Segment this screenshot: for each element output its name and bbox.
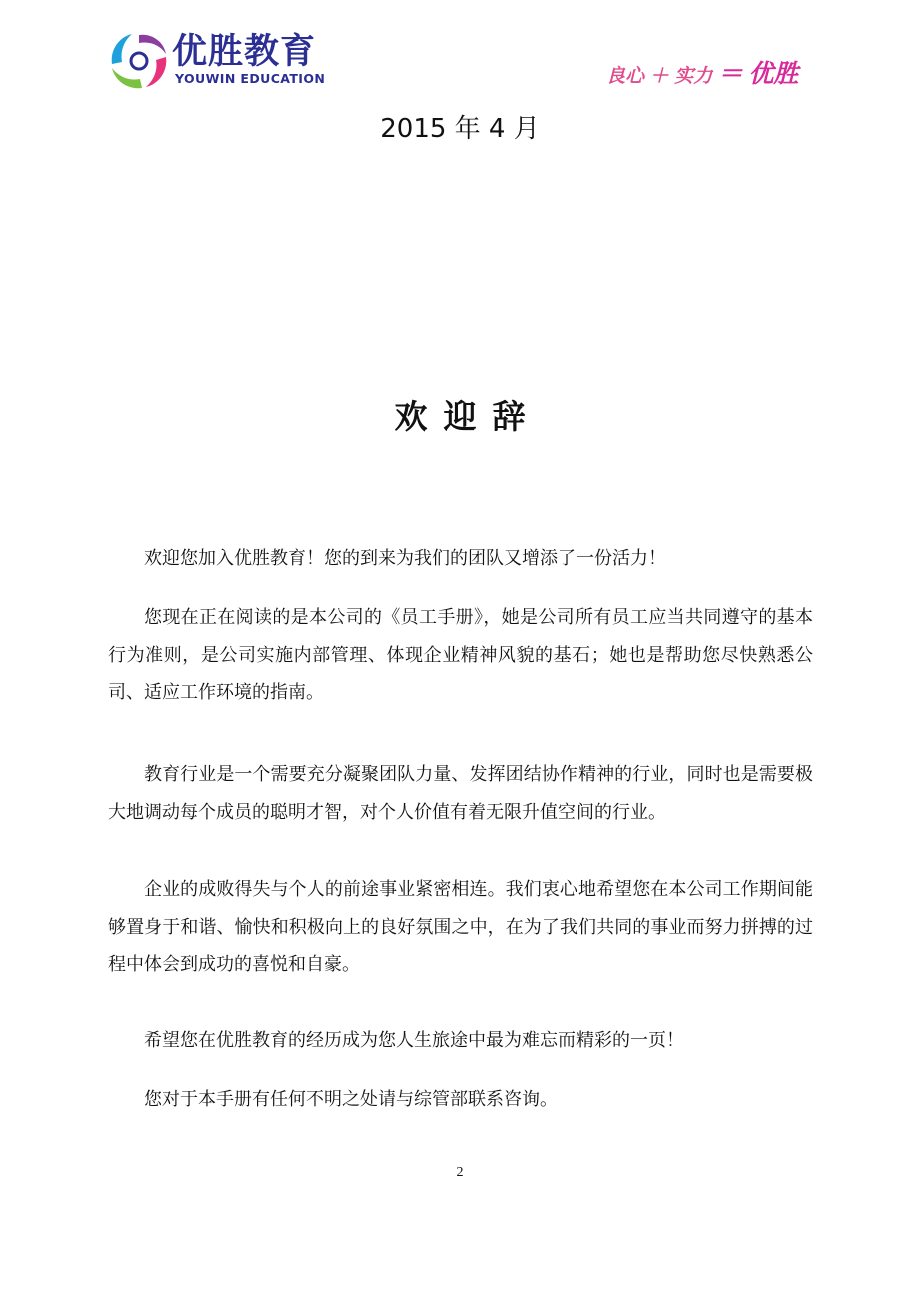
paragraph-success: 企业的成败得失与个人的前途事业紧密相连。我们衷心地希望您在本公司工作期间能够置身于和谐、愉快和积极向上的良好氛围之中，在为了我们共同的事业而努力拼搏的过程中体会到成功的喜悦和自豪。 [108,879,813,975]
paragraph-welcome: 欢迎您加入优胜教育！您的到来为我们的团队又增添了一份活力！ [144,548,666,569]
company-logo [108,30,348,92]
slogan-part-3: 优胜 [748,59,799,88]
paragraph-hope: 希望您在优胜教育的经历成为您人生旅途中最为难忘而精彩的一页！ [144,1030,684,1051]
paragraph-contact: 您对于本手册有任何不明之处请与综管部联系咨询。 [144,1089,558,1110]
logo-center-dot [131,53,147,69]
document-date: 2015 年 4 月 [380,114,540,144]
logo-subtitle: YOUWIN EDUCATION [175,71,326,86]
logo-swirl-green [112,68,142,88]
slogan-plus: ＋ [649,65,669,87]
header-slogan [606,58,798,90]
slogan-part-2: 实力 [674,65,713,87]
logo-swirl-purple [139,35,166,54]
page-number: 2 [456,1165,464,1180]
paragraph-industry: 教育行业是一个需要充分凝聚团队力量、发挥团结协作精神的行业，同时也是需要极大地调动每个成员的聪明才智，对个人价值有着无限升值空间的行业。 [108,764,813,823]
slogan-equals: ＝ [717,59,743,88]
logo-name: 优胜教育 [172,32,317,72]
logo-swirl-pink [146,57,166,87]
logo-swirl-icon [108,30,170,92]
logo-swirl-cyan [112,34,132,64]
paragraph-handbook: 您现在正在阅读的是本公司的《员工手册》，她是公司所有员工应当共同遵守的基本行为准则，是公司实施内部管理、体现企业精神风貌的基石；她也是帮助您尽快熟悉公司、适应工作环境的指南。 [108,607,813,703]
slogan-part-1: 良心 [606,65,645,87]
page-title: 欢迎辞 [394,397,542,436]
